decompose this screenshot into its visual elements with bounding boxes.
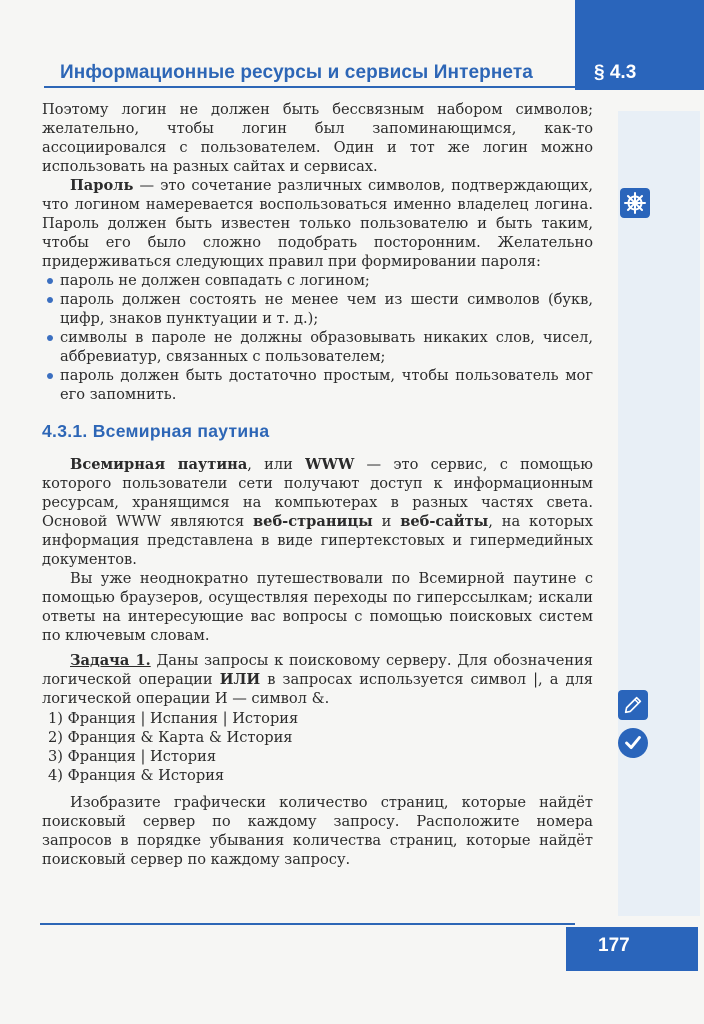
query-item: 1) Франция | Испания | История bbox=[48, 710, 299, 727]
subsection-heading: 4.3.1. Всемирная паутина bbox=[42, 421, 270, 441]
query-item: 2) Франция & Карта & История bbox=[48, 729, 293, 746]
term-web-pages: веб-страницы bbox=[253, 513, 373, 530]
paragraph-login: Поэтому логин не должен быть бессвязным набором символов; желательно, чтобы логин был запоминающимся, как-то ассоциировался с пользователем. Один и тот же логин можно использовать на разных сайтах и сервисах. bbox=[42, 101, 593, 175]
pencil-icon bbox=[618, 690, 648, 720]
footer-rule bbox=[40, 923, 575, 925]
task-instruction: Изобразите графически количество страниц, которые найдёт поисковый сервер по каждому запросу. Расположите номера запросов в порядке убывания количества страниц, которые найдёт поисковый сервер по каждому запросу. bbox=[42, 794, 593, 868]
paragraph-browsing: Вы уже неоднократно путешествовали по Всемирной паутине с помощью браузеров, осуществляя переходы по гиперссылкам; искали ответы на интересующие вас вопросы с помощью поисковых систем по ключевым словам. bbox=[42, 570, 593, 644]
list-item: пароль должен состоять не менее чем из шести символов (букв, цифр, знаков пунктуации и т. д.); bbox=[42, 290, 593, 328]
term-www: WWW bbox=[305, 456, 355, 473]
text: Даны запросы к поисковому серверу. Для обозначения логической операции bbox=[42, 652, 594, 688]
paragraph-password-text: — это сочетание различных символов, подтверждающих, что логином намеревается воспользоваться именно владелец логина. Пароль должен быть известен только пользователю и быть таким, чтобы его было сложно подобрать посторонним. Желательно придерживаться следующих правил при формировании пароля: bbox=[42, 177, 593, 270]
list-item: пароль не должен совпадать с логином; bbox=[42, 271, 593, 290]
query-item: 4) Франция & История bbox=[48, 767, 225, 784]
query-list bbox=[42, 709, 593, 785]
text: , на которых информация представлена в виде гипертекстовых и гипермедийных документов. bbox=[42, 513, 593, 568]
running-header-title: Информационные ресурсы и сервисы Интернета bbox=[60, 62, 533, 83]
section-number: § 4.3 bbox=[594, 62, 637, 83]
list-item: символы в пароле не должны образовывать никаких слов, чисел, аббревиатур, связанных с пользователем; bbox=[42, 328, 593, 366]
header-rule bbox=[44, 86, 575, 88]
paragraph-www bbox=[42, 455, 593, 569]
text: — это сервис, с помощью которого пользователи сети получают доступ к информационным ресурсам, хранящимся на компьютерах в разных частях света. Основой WWW являются bbox=[42, 456, 593, 530]
task-statement bbox=[42, 651, 593, 708]
task-title: Задача 1. bbox=[70, 652, 151, 669]
page-number: 177 bbox=[598, 935, 630, 956]
paragraph-password bbox=[42, 176, 593, 271]
term-www-name: Всемирная паутина bbox=[70, 456, 248, 473]
text: в запросах используется символ |, а для логической операции И — символ &. bbox=[42, 671, 593, 707]
ship-wheel-icon bbox=[620, 188, 650, 218]
page-body bbox=[42, 100, 593, 869]
text: и bbox=[372, 513, 401, 530]
text: , или bbox=[247, 456, 306, 473]
side-margin-panel bbox=[618, 111, 700, 916]
password-rules-list bbox=[42, 271, 593, 404]
query-item: 3) Франция | История bbox=[48, 748, 217, 765]
term-web-sites: веб-сайты bbox=[400, 513, 489, 530]
page-number-band bbox=[566, 927, 698, 971]
checkmark-icon bbox=[618, 728, 648, 758]
term-password: Пароль bbox=[70, 177, 134, 194]
term-or: ИЛИ bbox=[219, 671, 261, 688]
list-item: пароль должен быть достаточно простым, чтобы пользователь мог его запомнить. bbox=[42, 366, 593, 404]
